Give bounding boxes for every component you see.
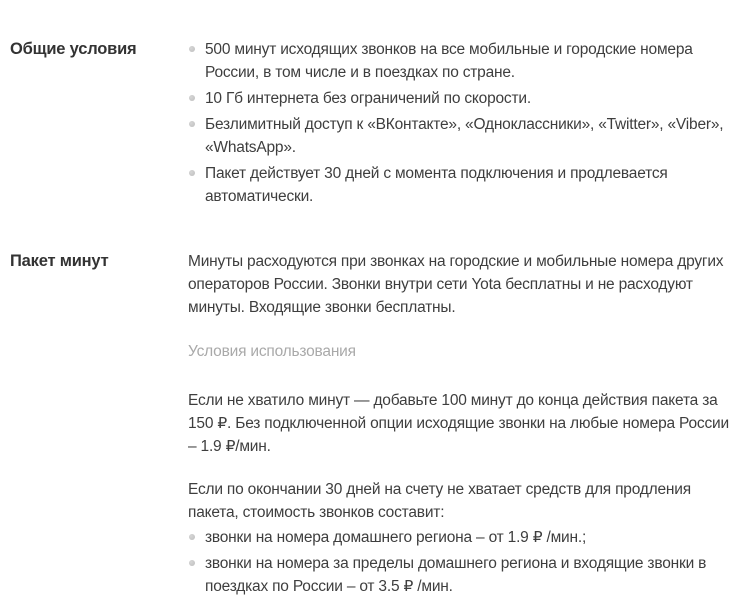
minutes-package-content xyxy=(188,250,730,598)
list-item-text: Пакет действует 30 дней с момента подключения и продлевается автоматически. xyxy=(205,165,668,205)
list-item-text: 10 Гб интернета без ограничений по скорости. xyxy=(205,90,531,107)
bullet-icon xyxy=(189,534,195,540)
bullet-icon xyxy=(189,170,195,176)
list-item xyxy=(188,113,730,159)
section-minutes-package xyxy=(0,250,743,598)
minutes-package-label-column xyxy=(0,250,188,273)
pricing-list xyxy=(188,526,730,598)
bullet-icon xyxy=(189,95,195,101)
list-item xyxy=(188,526,730,549)
list-item xyxy=(188,38,730,84)
minutes-description: Минуты расходуются при звонках на городские и мобильные номера других операторов России. Звонки внутри сети Yota бесплатны и не расходуют минуты. Входящие звонки бесплатны. xyxy=(188,253,724,316)
list-item-text: Безлимитный доступ к «ВКонтакте», «Одноклассники», «Twitter», «Viber», «WhatsApp». xyxy=(205,116,724,156)
section-heading: Общие условия xyxy=(10,40,137,58)
list-item-text: звонки на номера за пределы домашнего региона и входящие звонки в поездках по России – от 3.5 ₽ /мин. xyxy=(205,555,707,595)
bullet-icon xyxy=(189,46,195,52)
general-conditions-content xyxy=(188,38,730,208)
list-item-text: 500 минут исходящих звонков на все мобильные и городские номера России, в том числе и в поездках по стране. xyxy=(205,41,693,81)
general-conditions-label-column xyxy=(0,38,188,61)
section-heading: Пакет минут xyxy=(10,252,109,270)
renewal-paragraph: Если по окончании 30 дней на счету не хватает средств для продления пакета, стоимость звонков составит: xyxy=(188,481,691,521)
section-general-conditions xyxy=(0,38,743,208)
bullet-icon xyxy=(189,560,195,566)
list-item-text: звонки на номера домашнего региона – от 1.9 ₽ /мин.; xyxy=(205,529,587,546)
list-item xyxy=(188,552,730,598)
list-item xyxy=(188,87,730,110)
usage-terms-subheading: Условия использования xyxy=(188,343,356,360)
conditions-list xyxy=(188,38,730,208)
add-minutes-paragraph: Если не хватило минут — добавьте 100 минут до конца действия пакета за 150 ₽. Без подключенной опции исходящие звонки на любые номера России – 1.9 ₽/мин. xyxy=(188,392,729,455)
bullet-icon xyxy=(189,121,195,127)
list-item xyxy=(188,162,730,208)
